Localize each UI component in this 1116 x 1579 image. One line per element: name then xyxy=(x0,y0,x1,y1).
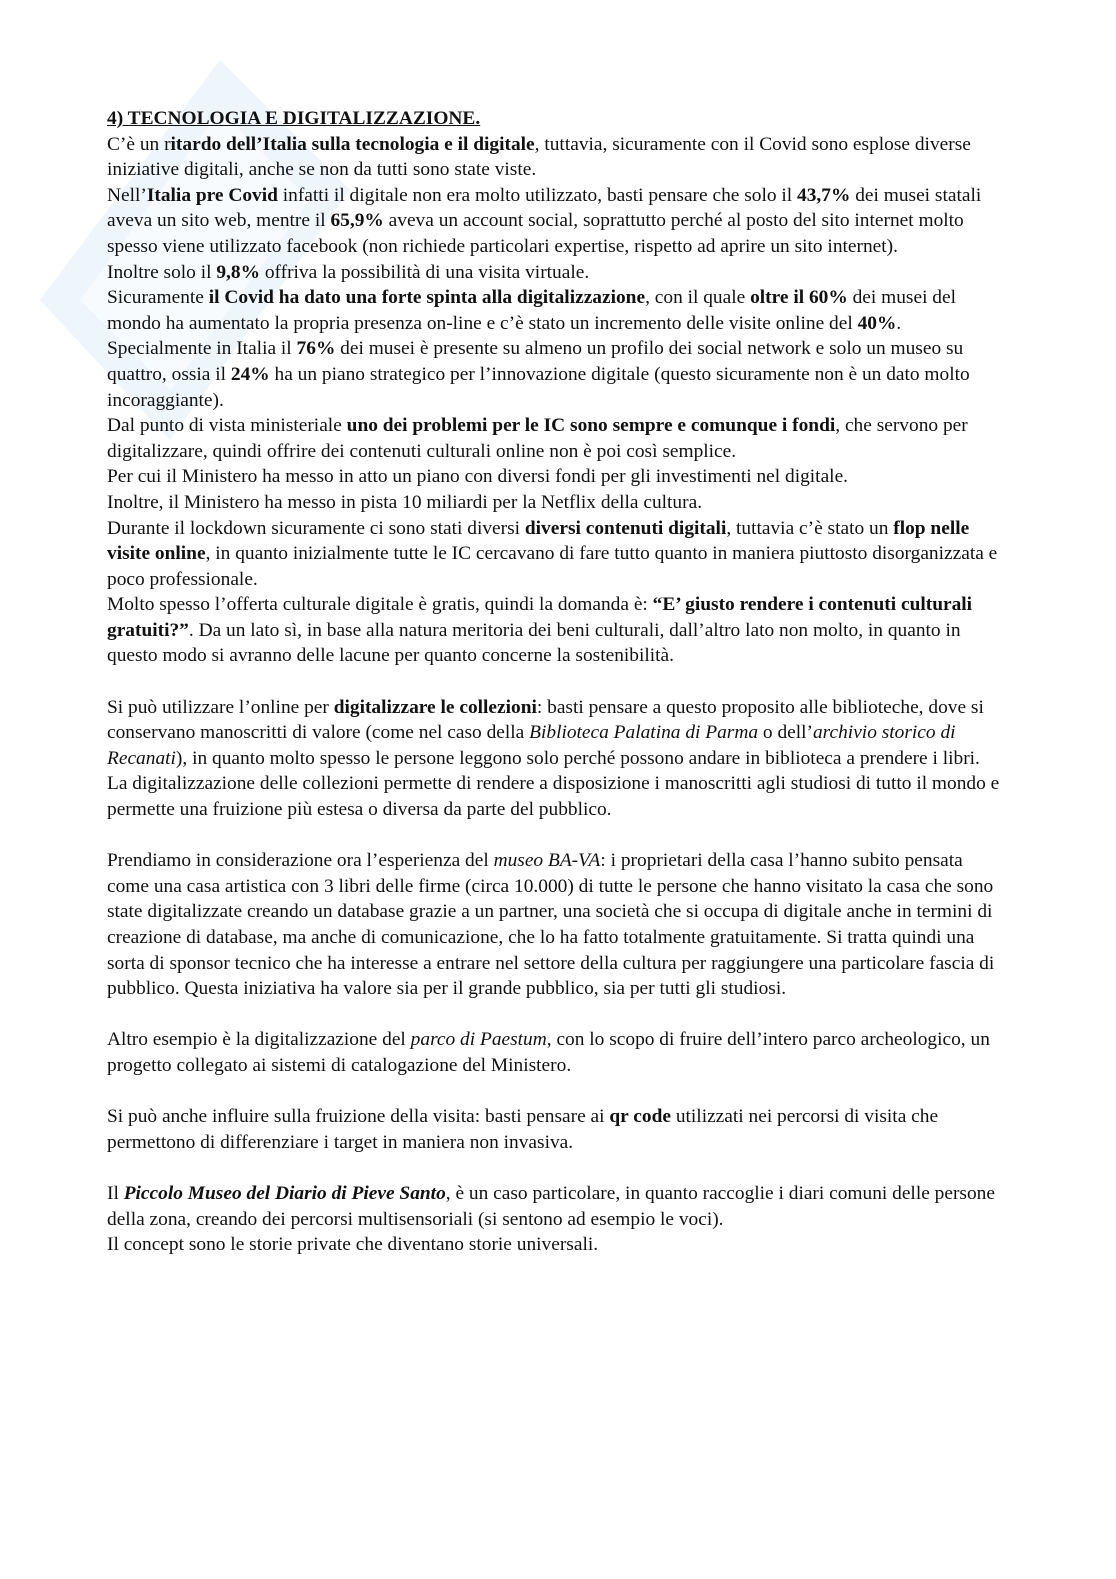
paragraph xyxy=(107,592,1007,669)
text-run: ha un piano strategico per l’innovazione digitale (questo sicuramente non è un dato molto incoraggiante). xyxy=(107,363,970,411)
paragraph xyxy=(107,848,1007,1002)
italic-text: archivio storico di Recanati xyxy=(107,722,956,769)
text-run: offriva la possibilità di una visita virtuale. xyxy=(259,261,590,283)
text-run: , con lo scopo di fruire dell’intero parco archeologico, un progetto collegato ai sistemi di catalogazione del Ministero. xyxy=(107,1029,990,1076)
text-run: , tuttavia, sicuramente con il Covid sono esplose diverse iniziative digitali, anche se non da tutti sono state viste. xyxy=(107,133,971,181)
text-run: , in quanto inizialmente tutte le IC cercavano di fare tutto quanto in maniera piuttosto disorganizzata e poco professionale. xyxy=(107,543,998,590)
bold-text: diversi contenuti digitali xyxy=(524,517,727,539)
text-run: Inoltre, il Ministero ha messo in pista 10 miliardi per la Netflix della cultura. xyxy=(107,491,703,513)
bold-text: 43,7% xyxy=(797,184,851,206)
text-run: , tuttavia c’è stato un xyxy=(726,517,894,539)
text-run: aveva un account social, soprattutto perché al posto del sito internet molto spesso viene utilizzato facebook (non richiede particolari expertise, rispetto ad aprire un sito internet). xyxy=(107,210,964,257)
text-run: Inoltre solo il xyxy=(107,261,217,283)
text-run: , che servono per digitalizzare, quindi offrire dei contenuti culturali online non è poi così semplice. xyxy=(107,415,968,462)
spacer xyxy=(107,823,1007,849)
text-run: Si può utilizzare l’online per xyxy=(107,696,334,718)
text-run: Per cui il Ministero ha messo in atto un piano con diversi fondi per gli investimenti nel digitale. xyxy=(107,466,849,488)
paragraph xyxy=(107,695,1007,772)
bold-text: uno dei problemi per le IC sono sempre e comunque i fondi xyxy=(346,415,836,437)
paragraph xyxy=(107,285,1007,336)
text-run: o dell’ xyxy=(758,722,813,744)
text-run: : i proprietari della casa l’hanno subito pensata come una casa artistica con 3 libri delle firme (circa 10.000) di tutte le persone che hanno visitato la casa che sono state digitalizzate creando un database grazie a un partner, una società che si occupa di digitale anche in termini di creazione di database, ma anche di comunicazione, che lo ha fatto totalmente gratuitamente. Si tratta quindi una sorta di sponsor tecnico che ha interesse a entrare nel settore della cultura per raggiungere una particolare fascia di pubblico. Questa iniziativa ha valore sia per il grande pubblico, sia per tutti gli studiosi. xyxy=(107,850,995,1000)
bold-text: il Covid ha dato una forte spinta alla digitalizzazione xyxy=(208,287,646,309)
paragraph xyxy=(107,771,1007,822)
text-run: dei musei è presente su almeno un profilo dei social network e solo un museo su quattro, ossia il xyxy=(107,338,964,385)
spacer xyxy=(107,1079,1007,1105)
bold-text: “E’ giusto rendere i contenuti culturali gratuiti?” xyxy=(107,594,973,641)
bold-text: oltre il 60% xyxy=(750,287,848,309)
bold-text: flop nelle visite online xyxy=(107,517,970,565)
italic-text: parco di Paestum xyxy=(410,1029,547,1051)
text-run: C’è un r xyxy=(107,133,171,155)
bold-text: digitalizzare le collezioni xyxy=(333,696,537,718)
text-run: infatti il digitale non era molto utilizzato, basti pensare che solo il xyxy=(277,184,798,206)
text-run: Altro esempio è la digitalizzazione del xyxy=(107,1029,411,1051)
text-run: Durante il lockdown sicuramente ci sono stati diversi xyxy=(107,517,525,539)
text-run: La digitalizzazione delle collezioni permette di rendere a disposizione i manoscritti agli studiosi di tutto il mondo e permette una fruizione più estesa o diversa da parte del pubblico. xyxy=(107,773,1000,821)
document-body xyxy=(107,106,1007,1258)
bold-text: itardo dell’Italia sulla tecnologia e il digitale xyxy=(170,133,535,155)
bold-text: qr code xyxy=(609,1106,671,1128)
text-run: Molto spesso l’offerta culturale digitale è gratis, quindi la domanda è: xyxy=(107,594,653,616)
paragraph xyxy=(107,516,1007,593)
paragraph xyxy=(107,1027,1007,1078)
spacer xyxy=(107,1155,1007,1181)
text-run: dei musei del mondo ha aumentato la propria presenza on-line e c’è stato un incremento delle visite online del xyxy=(107,287,956,334)
section-title: 4) TECNOLOGIA E DIGITALIZZAZIONE. xyxy=(107,108,481,129)
text-run: utilizzati nei percorsi di visita che permettono di differenziare i target in maniera non invasiva. xyxy=(107,1106,939,1153)
paragraph xyxy=(107,132,1007,183)
text-run: , è un caso particolare, in quanto raccoglie i diari comuni delle persone della zona, creando dei percorsi multisensoriali (si sentono ad esempio le voci). xyxy=(107,1182,995,1230)
italic-text: Biblioteca Palatina di Parma xyxy=(529,722,759,744)
text-run: Sicuramente xyxy=(107,287,209,309)
text-run: dei musei statali aveva un sito web, mentre il xyxy=(107,184,982,232)
bold-text: 9,8% xyxy=(216,261,260,283)
text-run: Nell’ xyxy=(107,184,147,206)
text-run: Il concept sono le storie private che diventano storie universali. xyxy=(107,1234,599,1256)
paragraph xyxy=(107,183,1007,260)
bold-text: Italia pre Covid xyxy=(146,184,278,206)
text-run: . Da un lato sì, in base alla natura meritoria dei beni culturali, dall’altro lato non molto, in quanto in questo modo si avranno delle lacune per quanto concerne la sostenibilità. xyxy=(107,619,961,667)
bold-text: 24% xyxy=(230,363,270,385)
paragraph xyxy=(107,413,1007,464)
text-run: Specialmente in Italia il xyxy=(107,338,297,360)
text-run: Si può anche influire sulla fruizione della visita: basti pensare ai xyxy=(107,1106,610,1128)
paragraph xyxy=(107,336,1007,413)
text-run: Dal punto di vista ministeriale xyxy=(107,415,347,437)
text-run: ), in quanto molto spesso le persone leggono solo perché possono andare in biblioteca a prendere i libri. xyxy=(175,747,980,769)
text-run: Il xyxy=(107,1182,124,1204)
text-run: . xyxy=(896,312,902,334)
paragraph xyxy=(107,1232,1007,1258)
paragraph xyxy=(107,1104,1007,1155)
bold-text: 65,9% xyxy=(330,210,384,232)
paragraph xyxy=(107,464,1007,490)
paragraph xyxy=(107,1181,1007,1232)
bold-text: 40% xyxy=(857,312,897,334)
bold-text: 76% xyxy=(296,338,336,360)
text-run: Prendiamo in considerazione ora l’esperienza del xyxy=(107,850,494,872)
paragraph xyxy=(107,260,1007,286)
spacer xyxy=(107,1002,1007,1028)
text-run: : basti pensare a questo proposito alle biblioteche, dove si conservano manoscritti di valore (come nel caso della xyxy=(107,696,984,744)
italic-text: museo BA-VA xyxy=(493,850,601,872)
paragraph xyxy=(107,490,1007,516)
bold-text: Piccolo Museo del Diario di Pieve Santo xyxy=(123,1182,446,1204)
text-run: , con il quale xyxy=(645,287,751,309)
spacer xyxy=(107,669,1007,695)
